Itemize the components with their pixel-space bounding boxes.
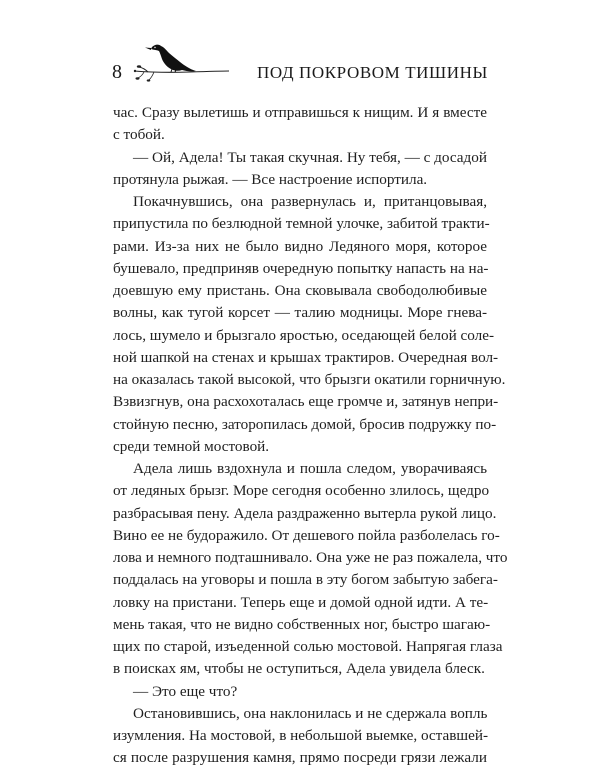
- text-line: Остановившись, она наклонилась и не сдержала вопль: [133, 704, 488, 722]
- text-line: от ледяных брызг. Море сегодня особенно злилось, щедро: [113, 482, 490, 500]
- text-line: Вино ее не будоражило. От дешевого пойла разболелась го-: [113, 526, 500, 544]
- text-line: протянула рыжая. — Все настроение испортила.: [113, 170, 428, 188]
- running-title: ПОД ПОКРОВОМ ТИШИНЫ: [257, 63, 488, 82]
- page-header: [0, 0, 600, 110]
- text-line: изумления. На мостовой, в небольшой выемке, оставшей-: [113, 727, 489, 744]
- body-text: [113, 102, 508, 770]
- text-line: стойную песню, заторопилась домой, бросив подружку по-: [113, 415, 497, 433]
- text-line: ловку на пристани. Теперь еще и домой одной идти. А те-: [113, 593, 489, 611]
- text-line: щих по старой, изъеденной солью мостовой. Напрягая глаза: [113, 638, 503, 655]
- text-line: рами. Из-за них не было видно Ледяного моря, которое: [113, 237, 487, 255]
- text-line: — Это еще что?: [133, 682, 238, 700]
- text-line: поддалась на уговоры и пошла в эту богом забытую забега-: [113, 571, 498, 589]
- text-line: с тобой.: [113, 126, 165, 144]
- text-line: припустила по безлюдной темной улочке, забитой тракти-: [113, 215, 490, 233]
- text-line: Адела лишь вздохнула и пошла следом, уворачиваясь: [133, 460, 487, 477]
- text-line: бушевало, предприняв очередную попытку напасть на на-: [113, 259, 489, 277]
- text-line: Покачнувшись, она развернулась и, пританцовывая,: [133, 193, 487, 210]
- text-line: ся после разрушения камня, прямо посреди грязи лежали: [113, 749, 487, 767]
- text-line: волны, как тугой корсет — талию модницы. Море гнева-: [113, 304, 487, 322]
- page-number: 8: [112, 61, 123, 83]
- text-line: — Ой, Адела! Ты такая скучная. Ну тебя, — с досадой: [133, 148, 487, 166]
- raven-on-branch-icon: [130, 38, 230, 88]
- text-line: ной шапкой на стенах и крышах трактиров. Очередная вол-: [113, 348, 499, 366]
- text-line: разбрасывая пену. Адела раздраженно вытерла рукой лицо.: [113, 504, 497, 522]
- text-line: среди темной мостовой.: [113, 437, 270, 455]
- text-line: час. Сразу вылетишь и отправишься к нищим. И я вместе: [113, 104, 487, 121]
- text-line: Взвизгнув, она расхохоталась еще громче и, затянув непри-: [113, 393, 499, 411]
- text-line: доевшую ему пристань. Она сковывала свободолюбивые: [113, 282, 487, 299]
- text-line: лова и немного подташнивало. Она уже не раз пожалела, что: [113, 549, 508, 566]
- text-line: мень такая, что не видно собственных ног, быстро шагаю-: [113, 615, 491, 633]
- text-line: лось, шумело и брызгало яростью, оседающей белой соле-: [113, 326, 495, 344]
- text-line: в поисках ям, чтобы не оступиться, Адела увидела блеск.: [113, 660, 485, 678]
- text-line: на оказалась такой высокой, что брызги окатили горничную.: [113, 371, 506, 388]
